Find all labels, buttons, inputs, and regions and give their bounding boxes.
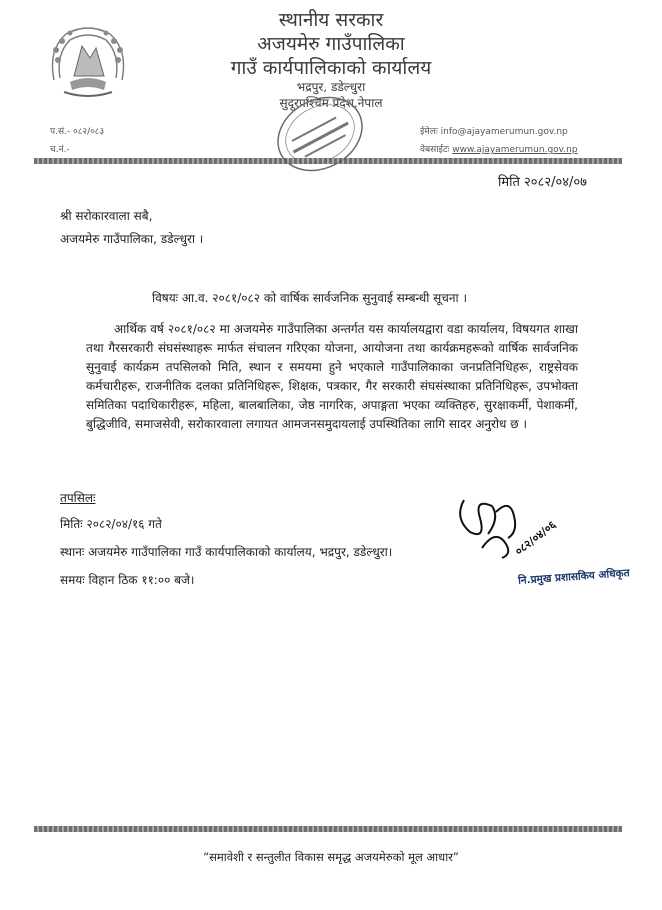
officer-title: नि.प्रमुख प्रशासकिय अधिकृत — [517, 567, 631, 587]
details-time: समयः विहान ठिक ११:०० बजे। — [60, 573, 195, 587]
header-line-5: सुदूरपश्चिम प्रदेश,नेपाल — [279, 96, 383, 110]
details-heading: तपसिलः — [60, 491, 96, 505]
details-place: स्थानः अजयमेरु गाउँपालिका गाउँ कार्यपालिकाको कार्यालय, भद्रपुर, डडेल्धुरा। — [60, 545, 393, 559]
web-label: वेबसाईटः — [420, 145, 450, 155]
signature — [452, 488, 582, 578]
dispatch-number: च.नं.- — [50, 145, 70, 155]
recipient-line-2: अजयमेरु गाउँपालिका, डडेल्धुरा । — [60, 232, 204, 246]
web-link[interactable]: www.ajayamerumun.gov.np — [452, 145, 578, 155]
header-line-4: भद्रपुर, डडेल्धुरा — [296, 80, 366, 94]
header-line-1: स्थानीय सरकार — [278, 9, 384, 31]
web-line — [420, 142, 578, 155]
details-date: मितिः २०८२/०४/१६ गते — [60, 517, 162, 531]
ref-number: प.सं.- ०८२/०८३ — [50, 127, 105, 137]
signature-date: ०८२/०४/०६ — [512, 518, 559, 559]
footer-slogan: “समावेशी र सन्तुलीत विकास समृद्ध अजयमेरुको मूल आधार” — [203, 850, 459, 864]
email-label: ईमेलः — [420, 127, 438, 137]
recipient-line-1: श्री सरोकारवाला सबै, — [60, 209, 153, 223]
header-divider — [34, 158, 622, 164]
letter-date: मिति २०८२/०४/०७ — [498, 175, 587, 190]
body-paragraph: आर्थिक वर्ष २०८१/०८२ मा अजयमेरु गाउँपालिका अन्तर्गत यस कार्यालयद्वारा वडा कार्यालय, विषयगत शाखा तथा गैरसरकारी संघसंस्थाहरू मार्फत संचालन गरिएका योजना, आयोजना तथा कार्यक्रमहरूको वार्षिक सार्वजनिक सुनुवाई कार्यक्रम तपसिलको मिति, स्थान र समयमा हुने भएकाले गाउँपालिकाका जनप्रतिनिधिहरू, राष्ट्रसेवक कर्मचारीहरू, राजनीतिक दलका प्रतिनिधिहरू, शिक्षक, पत्रकार, गैर सरकारी संघसंस्थाका प्रतिनिधिहरू, उपभोक्ता समितिका पदाधिकारीहरू, महिला, बालबालिका, जेष्ठ नागरिक, अपाङ्गता भएका व्यक्तिहरु, सुरक्षाकर्मी, पेशाकर्मी, बुद्धिजीवि, समाजसेवी, सरोकारवाला लगायत आमजनसमुदायलाई उपस्थितिका लागि सादर अनुरोध छ । — [86, 322, 578, 431]
footer-divider — [34, 826, 622, 832]
subject-line: विषयः आ.व. २०८१/०८२ को वार्षिक सार्वजनिक सुनुवाई सम्बन्धी सूचना । — [152, 291, 468, 305]
header-line-3: गाउँ कार्यपालिकाको कार्यालय — [230, 57, 432, 79]
email-line — [420, 124, 568, 137]
email-link[interactable]: info@ajayamerumun.gov.np — [440, 127, 568, 137]
header-line-2: अजयमेरु गाउँपालिका — [257, 33, 405, 55]
